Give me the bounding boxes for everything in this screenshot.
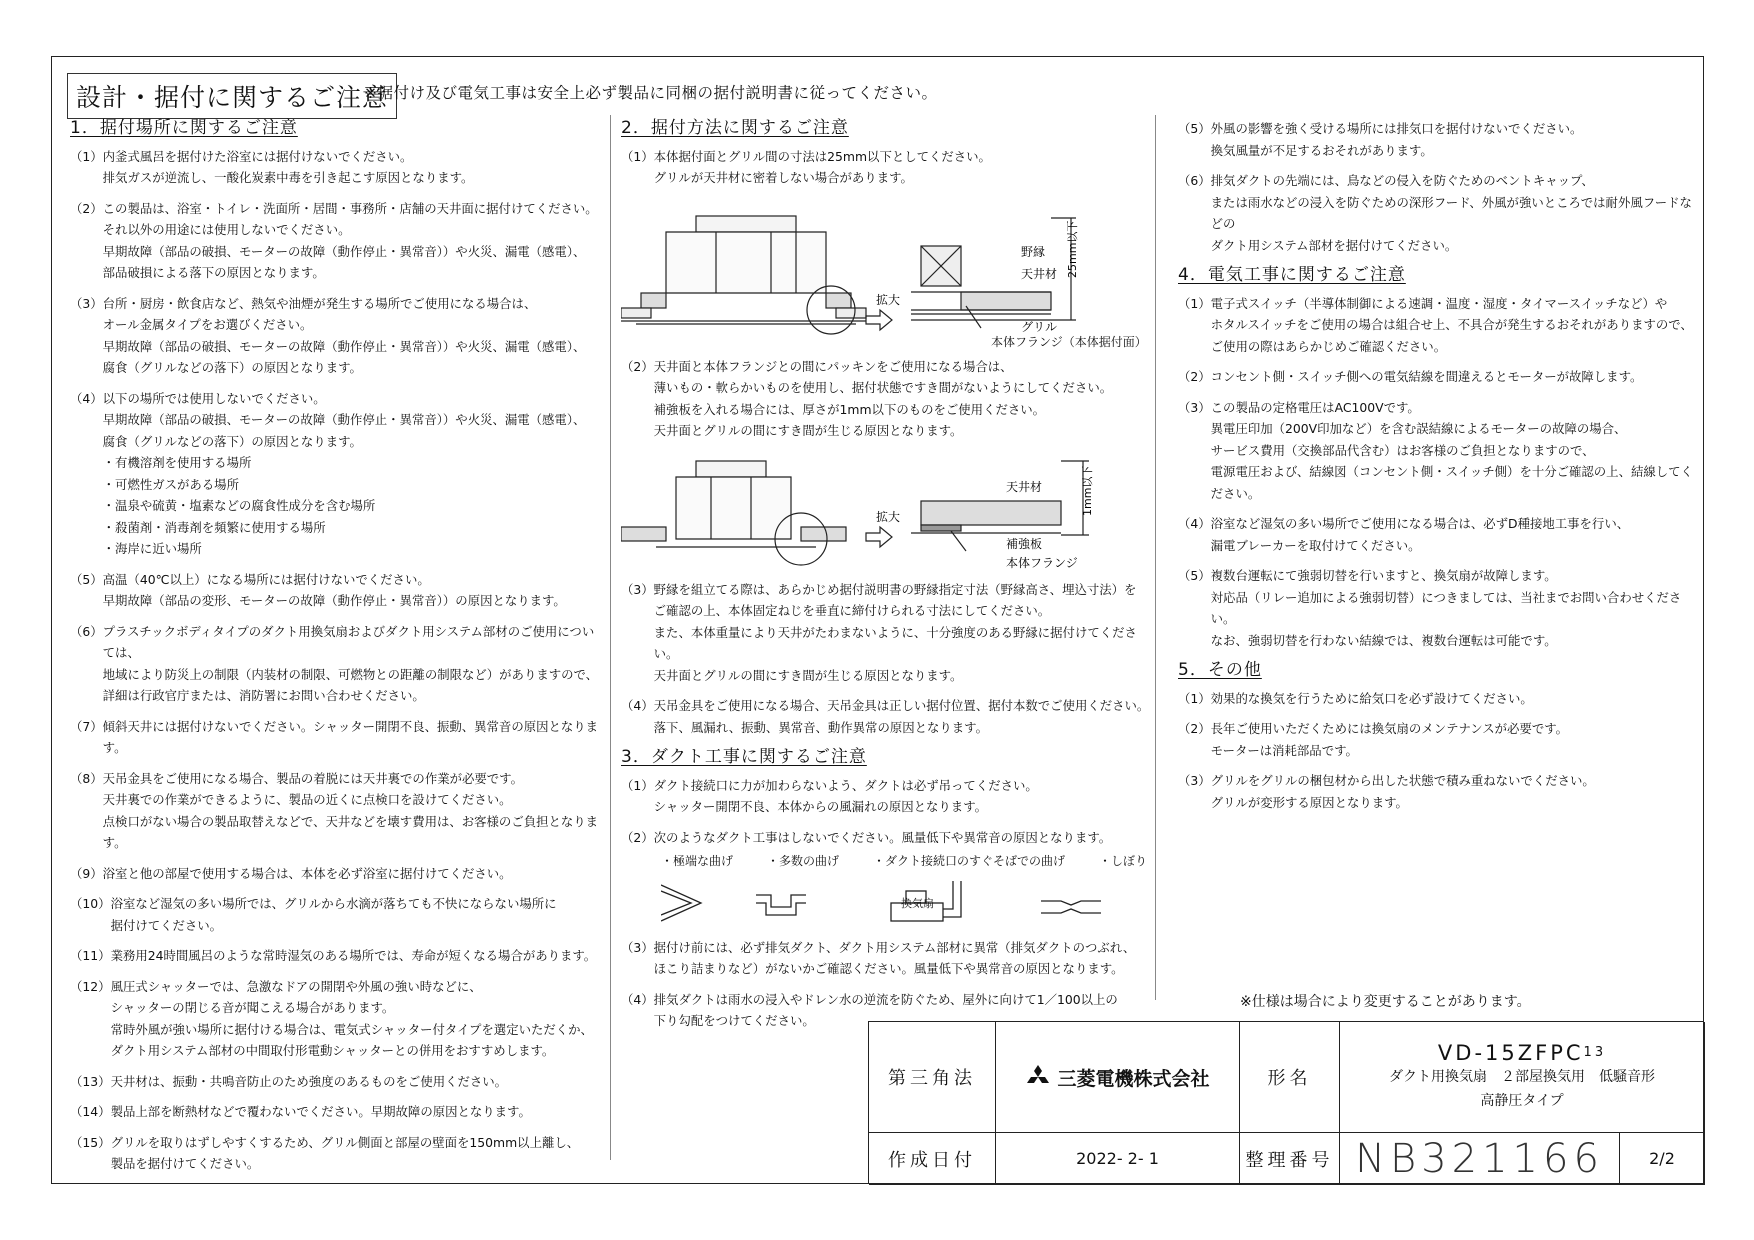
item-number: （3）	[621, 581, 654, 597]
item-number: （14）	[70, 1104, 111, 1119]
zoom-label: 拡大	[876, 509, 901, 524]
item-text: コンセント側・スイッチ側への電気結線を間違えるとモーターが故障します。	[1210, 369, 1643, 384]
list-item	[621, 937, 1151, 980]
item-list	[621, 146, 1151, 189]
section-heading: 2．据付方法に関するご注意	[621, 118, 849, 138]
item-number: （2）	[621, 358, 654, 374]
flange-label: 本体フランジ（本体据付面）	[991, 334, 1147, 349]
dimension-label: 25mm以下	[1066, 220, 1079, 278]
column-3	[1178, 118, 1698, 822]
item-text: 効果的な換気を行うために給気口を必ず設けてください。	[1210, 690, 1533, 706]
item-number: （2）	[70, 200, 103, 216]
item-number: （3）	[621, 939, 654, 955]
model-label: 形名	[1240, 1022, 1340, 1133]
item-number: （5）	[70, 571, 103, 587]
projection-label: 第三角法	[869, 1022, 996, 1133]
section-heading: 4．電気工事に関するご注意	[1178, 265, 1406, 285]
section-heading: 3．ダクト工事に関するご注意	[621, 747, 867, 767]
title-block	[868, 1021, 1704, 1184]
item-text: 台所・厨房・飲食店など、熱気や油煙が発生する場所でご使用になる場合は、 オール金属タイプをお選びください。 早期故障（部品の破損、モーターの故障（動作停止・異常音））や火災、漏電（感電）、 腐食（グリルなどの落下）の原因となります。	[102, 295, 586, 375]
list-item	[1178, 170, 1698, 256]
item-text: 次のようなダクト工事はしないでください。風量低下や異常音の原因となります。	[653, 829, 1112, 845]
grille-label: グリル	[1021, 319, 1058, 334]
list-item	[70, 768, 605, 854]
item-number: （4）	[621, 698, 654, 713]
item-number: （2）	[1178, 369, 1211, 384]
item-text: グリルを取りはずしやすくするため、グリル側面と部屋の壁面を150mm以上離し、 製品を据付けてください。	[110, 1134, 580, 1171]
item-text: 長年ご使用いただくためには換気扇のメンテナンスが必要です。 モーターは消耗部品です。	[1210, 721, 1569, 758]
item-text: 高温（40℃以上）になる場所には据付けないでください。 早期故障（部品の変形、モーターの故障（動作停止・異常音））の原因となります。	[102, 571, 566, 608]
model-type: 高静圧タイプ	[1480, 1093, 1564, 1109]
page-number: 2/2	[1620, 1133, 1705, 1185]
item-number: （7）	[70, 718, 103, 734]
item-number: （10）	[70, 896, 111, 911]
model-number: VD-15ZFPC	[1437, 1041, 1584, 1065]
list-item	[70, 1101, 605, 1123]
model-cell	[1340, 1022, 1705, 1133]
spec-change-note: ※仕様は場合により変更することがあります。	[1240, 994, 1531, 1010]
list-item	[70, 621, 605, 707]
item-text: 浴室など湿気の多い場所でご使用になる場合は、必ずD種接地工事を行い、 漏電ブレーカーを取付けてください。	[1210, 516, 1630, 553]
list-item	[1178, 770, 1698, 813]
figure-grille-gap	[621, 198, 1151, 349]
item-text: 排気ダクトの先端には、鳥などの侵入を防ぐためのベントキャップ、 または雨水などの浸入を防ぐための深形フード、外風が強いところでは耐外風フードなどの ダクト用システム部材を据付けてください。	[1210, 173, 1692, 253]
item-number: （11）	[70, 948, 111, 963]
ceiling-label: 天井材	[1006, 479, 1043, 494]
item-list	[1178, 118, 1698, 256]
page-title: 設計・据付に関するご注意	[67, 73, 397, 119]
list-item	[1178, 118, 1698, 161]
list-item	[70, 893, 605, 936]
item-number: （3）	[1178, 773, 1211, 788]
item-text: 野縁を組立てる際は、あらかじめ据付説明書の野縁指定寸法（野縁高さ、埋込寸法）を ご確認の上、本体固定ねじを垂直に締付けられる寸法にしてください。 また、本体重量により天井がたわまないように、十分強度のある野縁に据付けてください。 天井面とグリルの間にすき間が生じる原因となります。	[653, 581, 1137, 683]
item-text: 傾斜天井には据付けないでください。シャッター開閉不良、振動、異常音の原因となります。	[102, 718, 599, 755]
list-item	[70, 198, 605, 284]
list-item	[70, 146, 605, 189]
drawing-number: NB321166	[1340, 1133, 1620, 1185]
item-number: （9）	[70, 865, 103, 881]
company-cell	[996, 1022, 1240, 1133]
list-item	[1178, 718, 1698, 761]
date-label: 作成日付	[869, 1133, 996, 1185]
item-number: （1）	[621, 777, 654, 793]
section-heading: 1．据付場所に関するご注意	[70, 118, 298, 138]
item-number: （13）	[70, 1073, 111, 1089]
item-text: グリルをグリルの梱包材から出した状態で積み重ねないでください。 グリルが変形する原因となります。	[1210, 773, 1595, 810]
item-number: （15）	[70, 1134, 111, 1150]
item-text: 電子式スイッチ（半導体制御による速調・温度・湿度・タイマースイッチなど）や ホタルスイッチをご使用の場合は組合せ上、不具合が発生するおそれがありますので、 ご使用の際はあらかじめご確認ください。	[1210, 295, 1693, 354]
company-name: 三菱電機株式会社	[1057, 1067, 1210, 1090]
list-item	[70, 388, 605, 560]
list-item	[621, 146, 1151, 189]
list-item	[1178, 565, 1698, 651]
item-text: ダクト接続口に力が加わらないよう、ダクトは必ず吊ってください。 シャッター開閉不良、本体からの風漏れの原因となります。	[653, 777, 1038, 814]
item-number: （4）	[70, 390, 103, 406]
list-item	[621, 356, 1151, 442]
duct-label-sharp-bend: ・極端な曲げ	[661, 854, 734, 868]
list-item	[70, 569, 605, 612]
date-value: 2022- 2- 1	[996, 1133, 1240, 1185]
fan-label: 換気扇	[901, 897, 934, 910]
item-text: 製品上部を断熱材などで覆わないでください。早期故障の原因となります。	[110, 1104, 531, 1119]
item-text: 据付け前には、必ず排気ダクト、ダクト用システム部材に異常（排気ダクトのつぶれ、 ほこり詰まりなど）がないかご確認ください。風量低下や異常音の原因となります。	[653, 939, 1136, 976]
item-number: （2）	[621, 829, 654, 845]
column-divider	[1155, 115, 1156, 1000]
list-item	[70, 945, 605, 967]
list-item	[70, 293, 605, 379]
figure-duct-bends	[661, 851, 1151, 929]
list-item	[1178, 688, 1698, 710]
zoom-label: 拡大	[876, 292, 901, 307]
noen-label: 野縁	[1021, 244, 1046, 259]
item-list	[621, 579, 1151, 739]
flange-label: 本体フランジ	[1006, 555, 1078, 570]
list-item	[621, 579, 1151, 687]
item-text: 浴室と他の部屋で使用する場合は、本体を必ず浴室に据付けてください。	[102, 865, 512, 881]
item-number: （5）	[1178, 568, 1211, 583]
item-text: 以下の場所では使用しないでください。 早期故障（部品の破損、モーターの故障（動作停止・異常音））や火災、漏電（感電）、 腐食（グリルなどの落下）の原因となります。 ・有機溶剤を使用する場所 ・可燃性ガスがある場所 ・温泉や硫黄・塩素などの腐食性成分を含む場所 ・殺菌剤・消毒剤を頻繁に使用する場所 ・海岸に近い場所	[102, 390, 586, 556]
ceiling-label: 天井材	[1021, 266, 1058, 281]
duct-label-constriction: ・しぼり	[1099, 854, 1148, 868]
item-number: （3）	[1178, 399, 1211, 415]
item-number: （12）	[70, 978, 111, 994]
item-number: （4）	[621, 991, 654, 1007]
item-text: 天井材は、振動・共鳴音防止のため強度のあるものをご使用ください。	[110, 1073, 508, 1089]
item-number: （1）	[621, 148, 654, 164]
list-item	[1178, 293, 1698, 358]
item-list	[1178, 688, 1698, 814]
list-item	[621, 775, 1151, 818]
item-list	[621, 775, 1151, 849]
item-text: 浴室など湿気の多い場所では、グリルから水滴が落ちても不快にならない場所に 据付けてください。	[110, 896, 557, 933]
duct-label-multiple-bends: ・多数の曲げ	[767, 854, 840, 868]
item-text: 内釜式風呂を据付けた浴室には据付けないでください。 排気ガスが逆流し、一酸化炭素中毒を引き起こす原因となります。	[102, 148, 474, 185]
item-number: （6）	[1178, 173, 1211, 188]
item-number: （4）	[1178, 516, 1211, 531]
item-text: 天吊金具をご使用になる場合、天吊金具は正しい据付位置、据付本数でご使用ください。 落下、風漏れ、振動、異常音、動作異常の原因となります。	[653, 698, 1150, 735]
list-item	[70, 716, 605, 759]
item-text: 本体据付面とグリル間の寸法は25mm以下としてください。 グリルが天井材に密着しない場合があります。	[653, 148, 991, 185]
duct-label-bend-near-outlet: ・ダクト接続口のすぐそばでの曲げ	[873, 854, 1066, 868]
model-description: ダクト用換気扇 ２部屋換気用 低騒音形	[1389, 1069, 1655, 1085]
item-text: 排気ダクトは雨水の浸入やドレン水の逆流を防ぐため、屋外に向けて1／100以上の 下り勾配をつけてください。	[653, 991, 1118, 1028]
item-list	[1178, 293, 1698, 652]
figure-packing	[621, 451, 1151, 571]
list-item	[621, 827, 1151, 849]
item-text: 複数台運転にて強弱切替を行いますと、換気扇が故障します。 対応品（リレー追加による強弱切替）につきましては、当社までお問い合わせください。 なお、強弱切替を行わない結線では、複数台運転は可能です。	[1210, 568, 1682, 648]
model-suffix: 13	[1583, 1045, 1607, 1060]
mitsubishi-logo-icon	[1025, 1065, 1051, 1089]
model-number-row	[1438, 1041, 1606, 1065]
item-list	[621, 937, 1151, 1032]
plate-label: 補強板	[1006, 536, 1043, 551]
column-2	[621, 118, 1151, 1041]
column-divider	[610, 115, 611, 1160]
item-text: 天井面と本体フランジとの間にパッキンをご使用になる場合は、 薄いもの・軟らかいものを使用し、据付状態ですき間がないようにしてください。 補強板を入れる場合には、厚さが1mm以下のものをご使用ください。 天井面とグリルの間にすき間が生じる原因となります。	[653, 358, 1113, 438]
item-text: 外風の影響を強く受ける場所には排気口を据付けないでください。 換気風量が不足するおそれがあります。	[1210, 121, 1583, 158]
item-number: （8）	[70, 770, 103, 786]
list-item	[70, 1071, 605, 1093]
item-text: プラスチックボディタイプのダクト用換気扇およびダクト用システム部材のご使用については、 地域により防災上の制限（内装材の制限、可燃物との距離の制限など）がありますので、 詳細は行政官庁または、消防署にお問い合わせください。	[102, 623, 599, 703]
section-heading: 5．その他	[1178, 660, 1262, 680]
list-item	[70, 976, 605, 1062]
item-number: （5）	[1178, 121, 1211, 136]
number-label: 整理番号	[1240, 1133, 1340, 1185]
item-number: （6）	[70, 623, 103, 639]
list-item	[1178, 513, 1698, 556]
list-item	[1178, 366, 1698, 388]
item-list	[70, 146, 605, 1175]
list-item	[621, 695, 1151, 738]
item-number: （1）	[70, 148, 103, 164]
item-list	[621, 356, 1151, 442]
list-item	[70, 863, 605, 885]
item-number: （3）	[70, 295, 103, 311]
item-text: 風圧式シャッターでは、急激なドアの開閉や外風の強い時などに、 シャッターの閉じる音が聞こえる場合があります。 常時外風が強い場所に据付ける場合は、電気式シャッター付タイプを選定いただくか、 ダクト用システム部材の中間取付形電動シャッターとの併用をおすすめします。	[110, 978, 593, 1058]
item-number: （1）	[1178, 295, 1211, 311]
item-number: （2）	[1178, 721, 1211, 736]
safety-note: ※据付け及び電気工事は安全上必ず製品に同梱の据付説明書に従ってください。	[364, 84, 938, 102]
item-text: 天吊金具をご使用になる場合、製品の着脱には天井裏での作業が必要です。 天井裏での作業ができるように、製品の近くに点検口を設けてください。 点検口がない場合の製品取替えなどで、天井などを壊す費用は、お客様のご負担となります。	[102, 770, 599, 850]
item-number: （1）	[1178, 690, 1211, 706]
item-text: この製品の定格電圧はAC100Vです。 異電圧印加（200V印加など）を含む誤結線によるモーターの故障の場合、 サービス費用（交換部品代含む）はお客様のご負担となりますので、 電源電圧および、結線図（コンセント側・スイッチ側）を十分ご確認の上、結線してください。	[1210, 399, 1693, 501]
list-item	[1178, 397, 1698, 505]
dimension-label: 1mm以下	[1081, 465, 1094, 516]
item-text: この製品は、浴室・トイレ・洗面所・居間・事務所・店舗の天井面に据付けてください。 それ以外の用途には使用しないでください。 早期故障（部品の破損、モーターの故障（動作停止・異常音））や火災、漏電（感電）、 部品破損による落下の原因となります。	[102, 200, 598, 280]
column-1	[70, 118, 605, 1184]
list-item	[70, 1132, 605, 1175]
item-text: 業務用24時間風呂のような常時湿気のある場所では、寿命が短くなる場合があります。	[110, 948, 597, 963]
